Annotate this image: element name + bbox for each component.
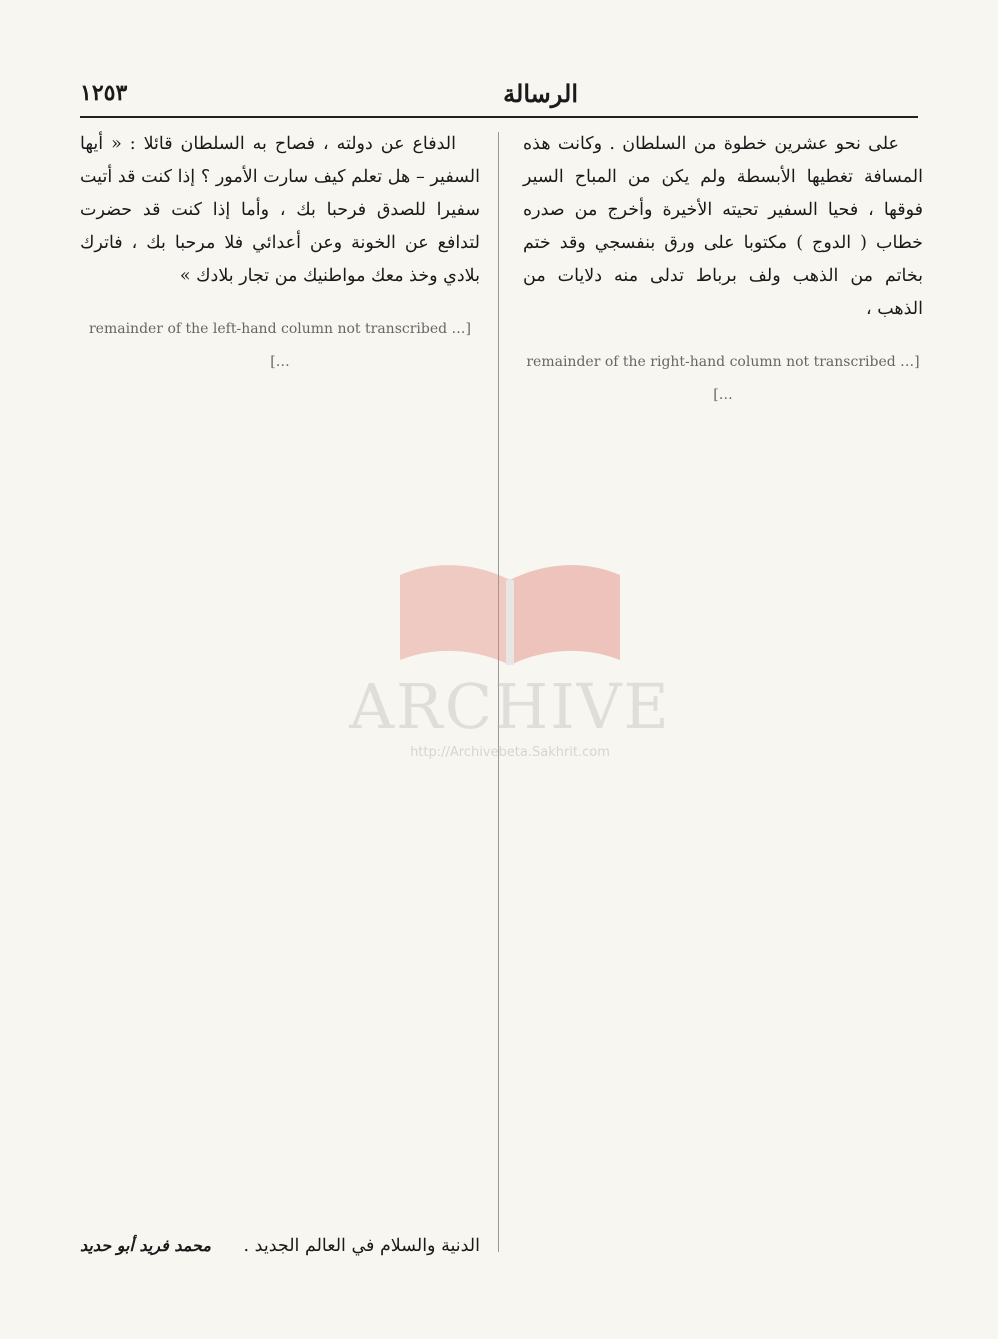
paragraph: الدفاع عن دولته ، فصاح به السلطان قائلا : « أيها السفير – هل تعلم كيف سارت الأمور ؟ إذا كنت قد أتيت سفيرا للصدق فرحبا بك ، وأما إذا كنت قد حضرت لتدافع عن الخونة وعن أعدائي فلا مرحبا بك ، فاترك بلادي وخذ معك مواطنيك من تجار بلادك » xyxy=(80,134,480,286)
omission-note: [… remainder of the right-hand column not transcribed …] xyxy=(526,354,920,403)
watermark-text: ARCHIVE xyxy=(349,670,671,743)
paragraph: على نحو عشرين خطوة من السلطان . وكانت هذه المسافة تغطيها الأبسطة ولم يكن من المباح السير فوقها ، فحيا السفير تحيته الأخيرة وأخرج من صدره خطاب ( الدوج ) مكتوبا على ورق بنفسجي وقد ختم بخاتم من الذهب ولف برباط تدلى منه دلايات من الذهب ، xyxy=(523,134,923,319)
column-divider xyxy=(498,132,499,1252)
omission-note: [… remainder of the left-hand column not transcribed …] xyxy=(88,321,472,370)
author-signature: محمد فريد أبو حديد xyxy=(80,1236,211,1255)
article-ending xyxy=(80,1236,480,1256)
left-column xyxy=(80,128,480,1268)
page-header xyxy=(80,70,918,118)
running-title: الرسالة xyxy=(503,78,578,108)
page-number: ١٢٥٣ xyxy=(80,80,128,106)
right-column xyxy=(523,128,923,1268)
watermark-url: http://Archivebeta.Sakhrit.com xyxy=(410,745,610,760)
closing-line: الدنية والسلام في العالم الجديد . xyxy=(243,1236,480,1256)
